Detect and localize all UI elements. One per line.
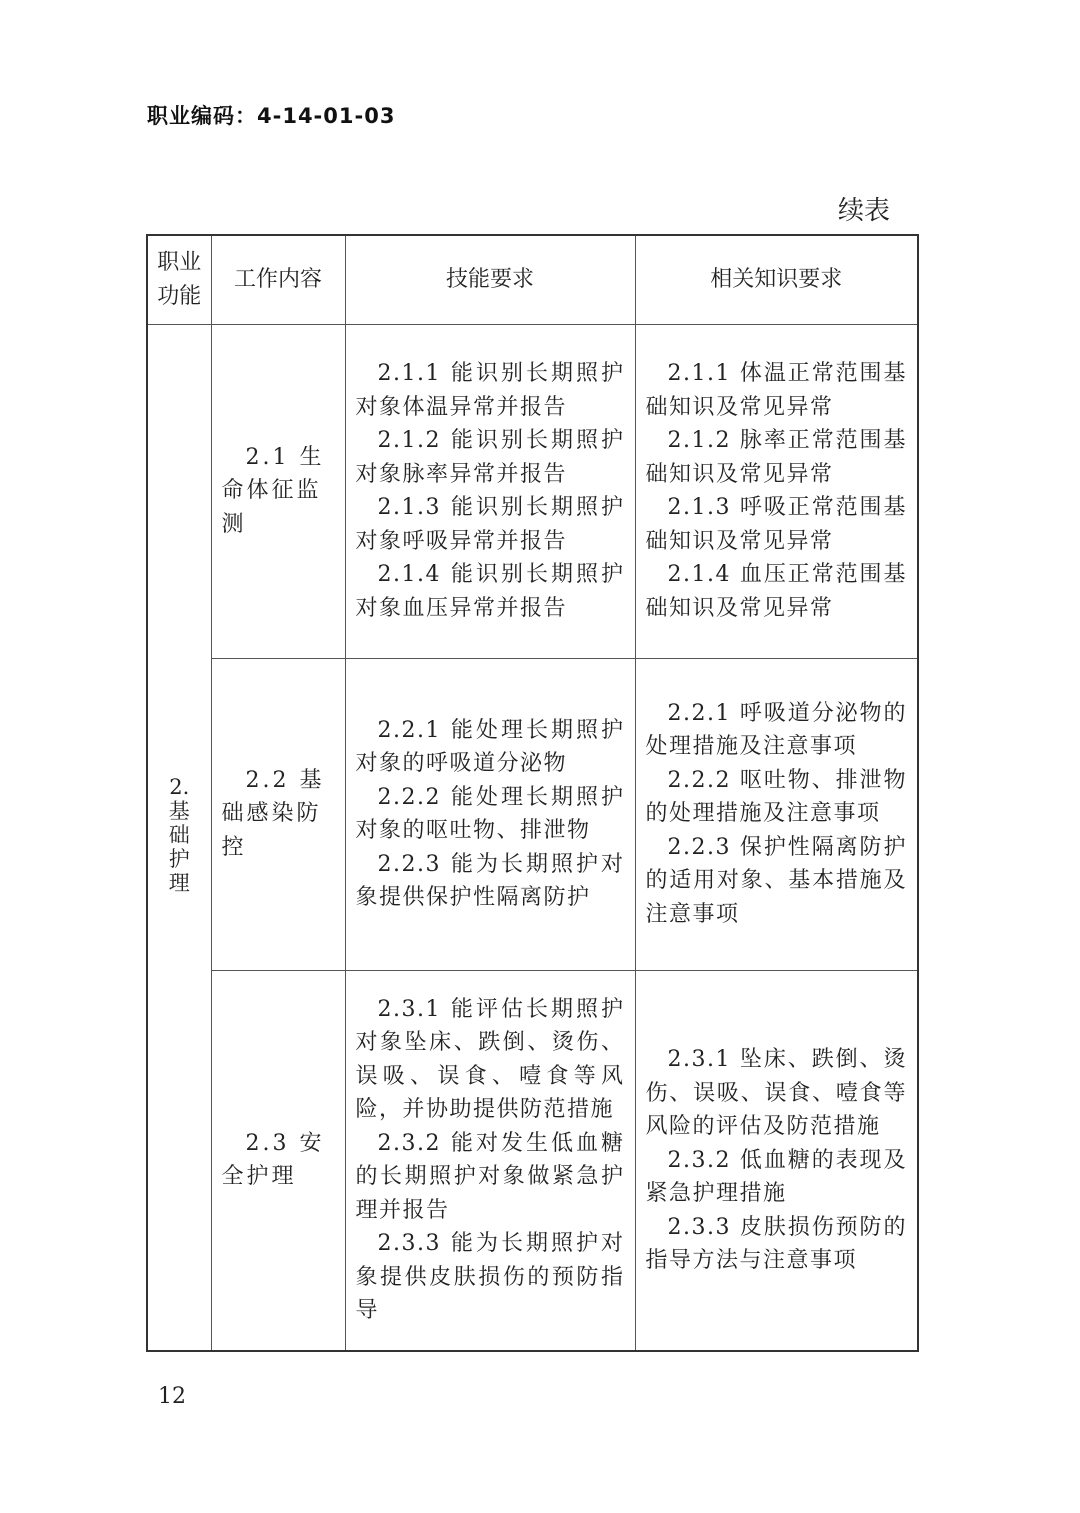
knowledge-item: 2.2.3 保护性隔离防护的适用对象、基本措施及注意事项 <box>645 834 907 927</box>
skill-item: 2.1.4 能识别长期照护对象血压异常并报告 <box>355 562 625 621</box>
skill-item: 2.2.2 能处理长期照护对象的呕吐物、排泄物 <box>355 784 625 843</box>
knowledge-item: 2.1.3 呼吸正常范围基础知识及常见异常 <box>645 495 907 554</box>
header-skills: 技能要求 <box>345 235 635 324</box>
occupation-code: 职业编码：4-14-01-03 <box>147 104 396 128</box>
knowledge-cell <box>635 658 918 970</box>
knowledge-item: 2.1.4 血压正常范围基础知识及常见异常 <box>645 562 907 621</box>
table-row <box>147 970 918 1351</box>
work-content-cell <box>211 970 345 1351</box>
requirements-table <box>146 234 919 1352</box>
function-label: 2.基础护理 <box>168 774 190 895</box>
work-content: 2.1 生命体征监测 <box>221 444 325 537</box>
skill-item: 2.1.3 能识别长期照护对象呼吸异常并报告 <box>355 495 625 554</box>
header-work-content: 工作内容 <box>211 235 345 324</box>
knowledge-item: 2.2.1 呼吸道分泌物的处理措施及注意事项 <box>645 700 907 760</box>
work-content: 2.2 基础感染防控 <box>221 767 325 860</box>
skill-item: 2.2.1 能处理长期照护对象的呼吸道分泌物 <box>355 717 625 776</box>
skill-item: 2.2.3 能为长期照护对象提供保护性隔离防护 <box>355 851 625 910</box>
skills-cell <box>345 324 635 658</box>
table-row <box>147 658 918 970</box>
skill-item: 2.1.2 能识别长期照护对象脉率异常并报告 <box>355 428 625 487</box>
knowledge-item: 2.3.3 皮肤损伤预防的指导方法与注意事项 <box>645 1214 907 1273</box>
skills-cell <box>345 970 635 1351</box>
work-content-cell <box>211 658 345 970</box>
knowledge-item: 2.2.2 呕吐物、排泄物的处理措施及注意事项 <box>645 767 907 827</box>
table-row <box>147 324 918 658</box>
header-knowledge: 相关知识要求 <box>635 235 918 324</box>
knowledge-item: 2.1.1 体温正常范围基础知识及常见异常 <box>645 361 907 420</box>
work-content: 2.3 安全护理 <box>221 1130 325 1190</box>
skill-item: 2.3.1 能评估长期照护对象坠床、跌倒、烫伤、误吸、误食、噎食等风险，并协助提供防范措施 <box>355 996 625 1123</box>
knowledge-item: 2.1.2 脉率正常范围基础知识及常见异常 <box>645 428 907 487</box>
function-cell <box>147 324 211 1351</box>
table-header-row <box>147 235 918 324</box>
knowledge-item: 2.3.2 低血糖的表现及紧急护理措施 <box>645 1147 907 1206</box>
knowledge-item: 2.3.1 坠床、跌倒、烫伤、误吸、误食、噎食等风险的评估及防范措施 <box>645 1047 907 1139</box>
skill-item: 2.1.1 能识别长期照护对象体温异常并报告 <box>355 361 625 420</box>
skills-cell <box>345 658 635 970</box>
continued-label: 续表 <box>837 196 890 226</box>
page-number: 12 <box>158 1384 186 1409</box>
knowledge-cell <box>635 324 918 658</box>
skill-item: 2.3.2 能对发生低血糖的长期照护对象做紧急护理并报告 <box>355 1130 625 1223</box>
skill-item: 2.3.3 能为长期照护对象提供皮肤损伤的预防指导 <box>355 1231 625 1324</box>
header-function: 职业功能 <box>147 235 211 324</box>
knowledge-cell <box>635 970 918 1351</box>
work-content-cell <box>211 324 345 658</box>
